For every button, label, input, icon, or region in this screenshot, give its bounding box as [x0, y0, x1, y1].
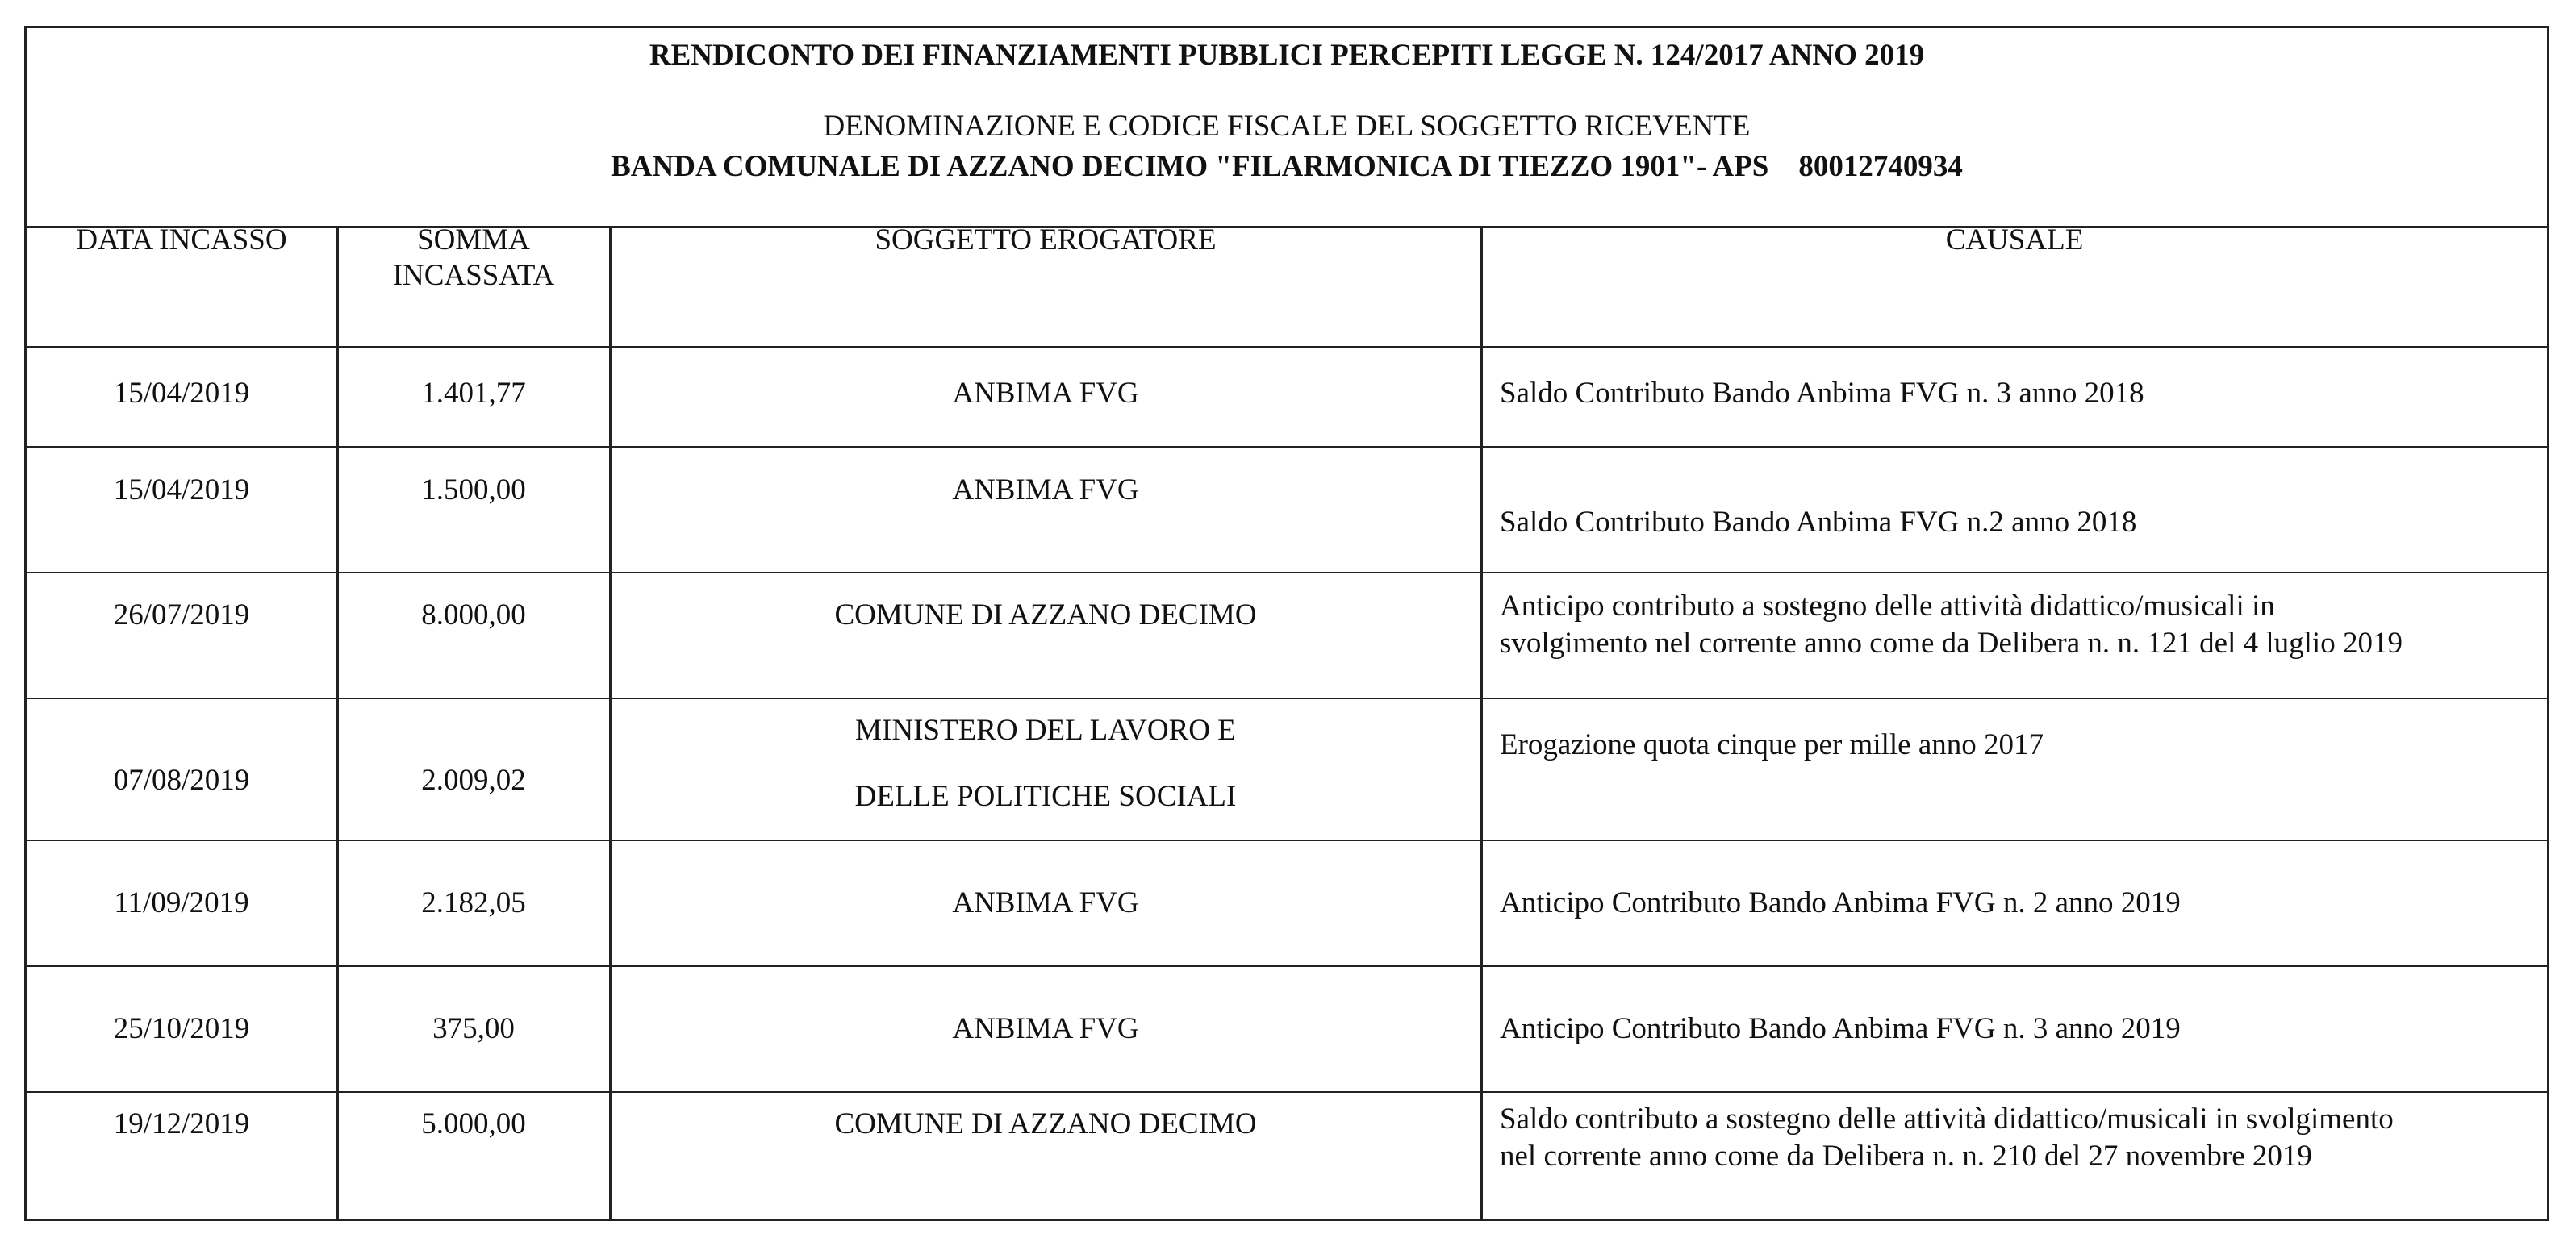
- row3-amount: 8.000,00: [421, 598, 526, 632]
- report-header: [27, 28, 2547, 228]
- row6-payer: ANBIMA FVG: [952, 1012, 1139, 1045]
- row3-payer: COMUNE DI AZZANO DECIMO: [834, 598, 1257, 632]
- row3-date: 26/07/2019: [113, 598, 250, 632]
- row5-amount: 2.182,05: [421, 886, 526, 919]
- row7-reason-line1: Saldo contributo a sostegno delle attività didattico/musicali in svolgimento: [1500, 1103, 2394, 1136]
- row1-reason: Saldo Contributo Bando Anbima FVG n. 3 anno 2018: [1500, 377, 2144, 410]
- row5-reason: Anticipo Contributo Bando Anbima FVG n. 2 anno 2019: [1500, 886, 2181, 919]
- row4-reason: Erogazione quota cinque per mille anno 2017: [1500, 728, 2044, 761]
- grid-line: [27, 446, 2547, 448]
- row3-reason-line1: Anticipo contributo a sostegno delle attività didattico/musicali in: [1500, 590, 2275, 623]
- recipient-name-and-tax-code: BANDA COMUNALE DI AZZANO DECIMO "FILARMONICA DI TIEZZO 1901"- APS 80012740934: [611, 150, 1963, 183]
- column-header-date: DATA INCASSO: [76, 223, 287, 256]
- row4-amount: 2.009,02: [421, 764, 526, 797]
- grid-line: [1480, 228, 1483, 1219]
- row6-amount: 375,00: [432, 1012, 515, 1045]
- row7-date: 19/12/2019: [113, 1107, 250, 1140]
- row1-amount: 1.401,77: [421, 377, 526, 410]
- row4-date: 07/08/2019: [113, 764, 250, 797]
- row2-amount: 1.500,00: [421, 473, 526, 506]
- grid-line: [27, 840, 2547, 841]
- row6-reason: Anticipo Contributo Bando Anbima FVG n. 3 anno 2019: [1500, 1012, 2181, 1045]
- column-header-reason: CAUSALE: [1945, 223, 2084, 256]
- recipient-label: DENOMINAZIONE E CODICE FISCALE DEL SOGGETTO RICEVENTE: [823, 110, 1751, 143]
- grid-line: [27, 572, 2547, 573]
- column-header-payer: SOGGETTO EROGATORE: [875, 223, 1217, 256]
- grid-line: [27, 698, 2547, 699]
- row5-date: 11/09/2019: [114, 886, 249, 919]
- grid-line: [27, 965, 2547, 967]
- row6-date: 25/10/2019: [113, 1012, 250, 1045]
- row3-reason-line2: svolgimento nel corrente anno come da Delibera n. n. 121 del 4 luglio 2019: [1500, 627, 2403, 660]
- column-header-amount-line2: INCASSATA: [392, 259, 555, 292]
- row4-payer-line1: MINISTERO DEL LAVORO E: [855, 714, 1236, 747]
- report-title: RENDICONTO DEI FINANZIAMENTI PUBBLICI PERCEPITI LEGGE N. 124/2017 ANNO 2019: [649, 39, 1925, 72]
- row2-reason: Saldo Contributo Bando Anbima FVG n.2 anno 2018: [1500, 506, 2137, 539]
- row2-date: 15/04/2019: [113, 473, 250, 506]
- grid-line: [27, 346, 2547, 348]
- row7-reason-line2: nel corrente anno come da Delibera n. n. 210 del 27 novembre 2019: [1500, 1140, 2312, 1173]
- row2-payer: ANBIMA FVG: [952, 473, 1139, 506]
- row4-payer-line2: DELLE POLITICHE SOCIALI: [854, 780, 1237, 813]
- row7-payer: COMUNE DI AZZANO DECIMO: [834, 1107, 1257, 1140]
- column-header-amount-line1: SOMMA: [417, 223, 530, 256]
- funding-report-table: [24, 26, 2549, 1221]
- row5-payer: ANBIMA FVG: [952, 886, 1139, 919]
- row1-date: 15/04/2019: [113, 377, 250, 410]
- grid-line: [27, 1091, 2547, 1093]
- row1-payer: ANBIMA FVG: [952, 377, 1139, 410]
- row7-amount: 5.000,00: [421, 1107, 526, 1140]
